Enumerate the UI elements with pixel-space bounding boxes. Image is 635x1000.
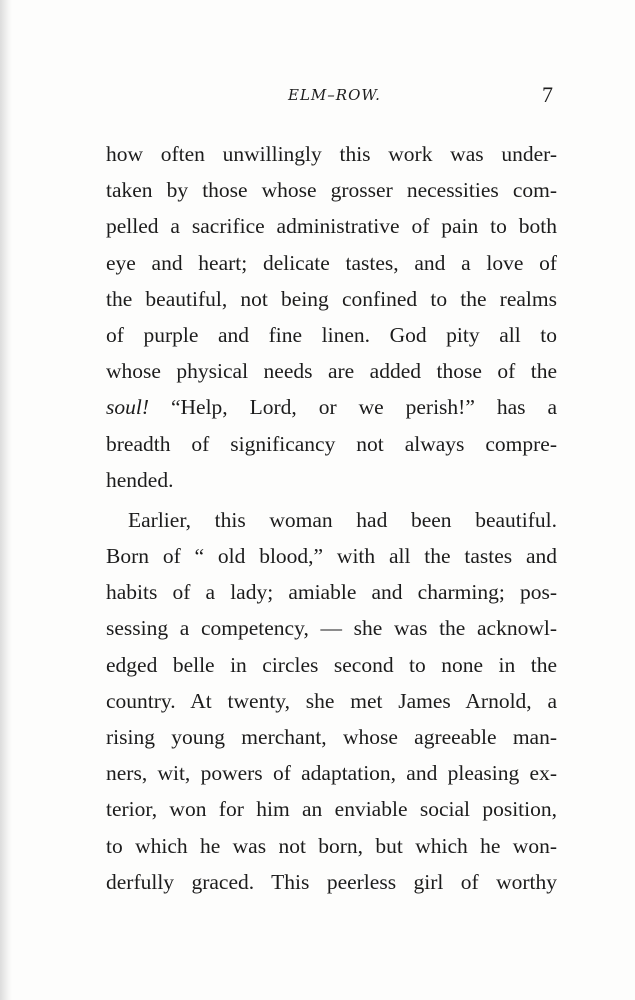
text-line: country. At twenty, she met James Arnold, a (106, 688, 557, 713)
text-line: how often unwillingly this work was under- (106, 142, 557, 166)
text-line: pelled a sacrifice administrative of pain to both (106, 214, 557, 239)
text-line: taken by those whose grosser necessities com- (106, 178, 557, 203)
text-line: the beautiful, not being confined to the realms (106, 286, 557, 311)
text-line: soul! “Help, Lord, or we perish!” has a (106, 395, 557, 420)
running-head (0, 84, 635, 114)
text-line: sessing a competency, — she was the acknowl- (106, 616, 557, 641)
page-edge-shadow (0, 0, 12, 1000)
text-line: whose physical needs are added those of the (106, 359, 557, 384)
text-line: derfully graced. This peerless girl of worthy (106, 869, 557, 894)
page-number: 7 (542, 82, 553, 107)
text-line: Earlier, this woman had been beautiful. (128, 507, 557, 532)
text-line: edged belle in circles second to none in the (106, 652, 557, 677)
text-line: of purple and fine linen. God pity all to (106, 322, 557, 347)
text-line: hended. (106, 467, 174, 492)
text-line: eye and heart; delicate tastes, and a love of (106, 250, 557, 275)
text-line: Born of “ old blood,” with all the tastes and (106, 544, 557, 569)
italic-word: soul! (106, 395, 149, 420)
text-line: to which he was not born, but which he won- (106, 833, 557, 858)
running-title: ELM–ROW. (288, 86, 381, 104)
text-line: ners, wit, powers of adaptation, and pleasing ex- (106, 761, 557, 786)
body-text (106, 136, 557, 900)
text-line: rising young merchant, whose agreeable man- (106, 725, 557, 749)
text-line: terior, won for him an enviable social position, (106, 797, 557, 822)
text-line: breadth of significancy not always compre- (106, 431, 557, 456)
text-line: habits of a lady; amiable and charming; pos- (106, 580, 557, 605)
